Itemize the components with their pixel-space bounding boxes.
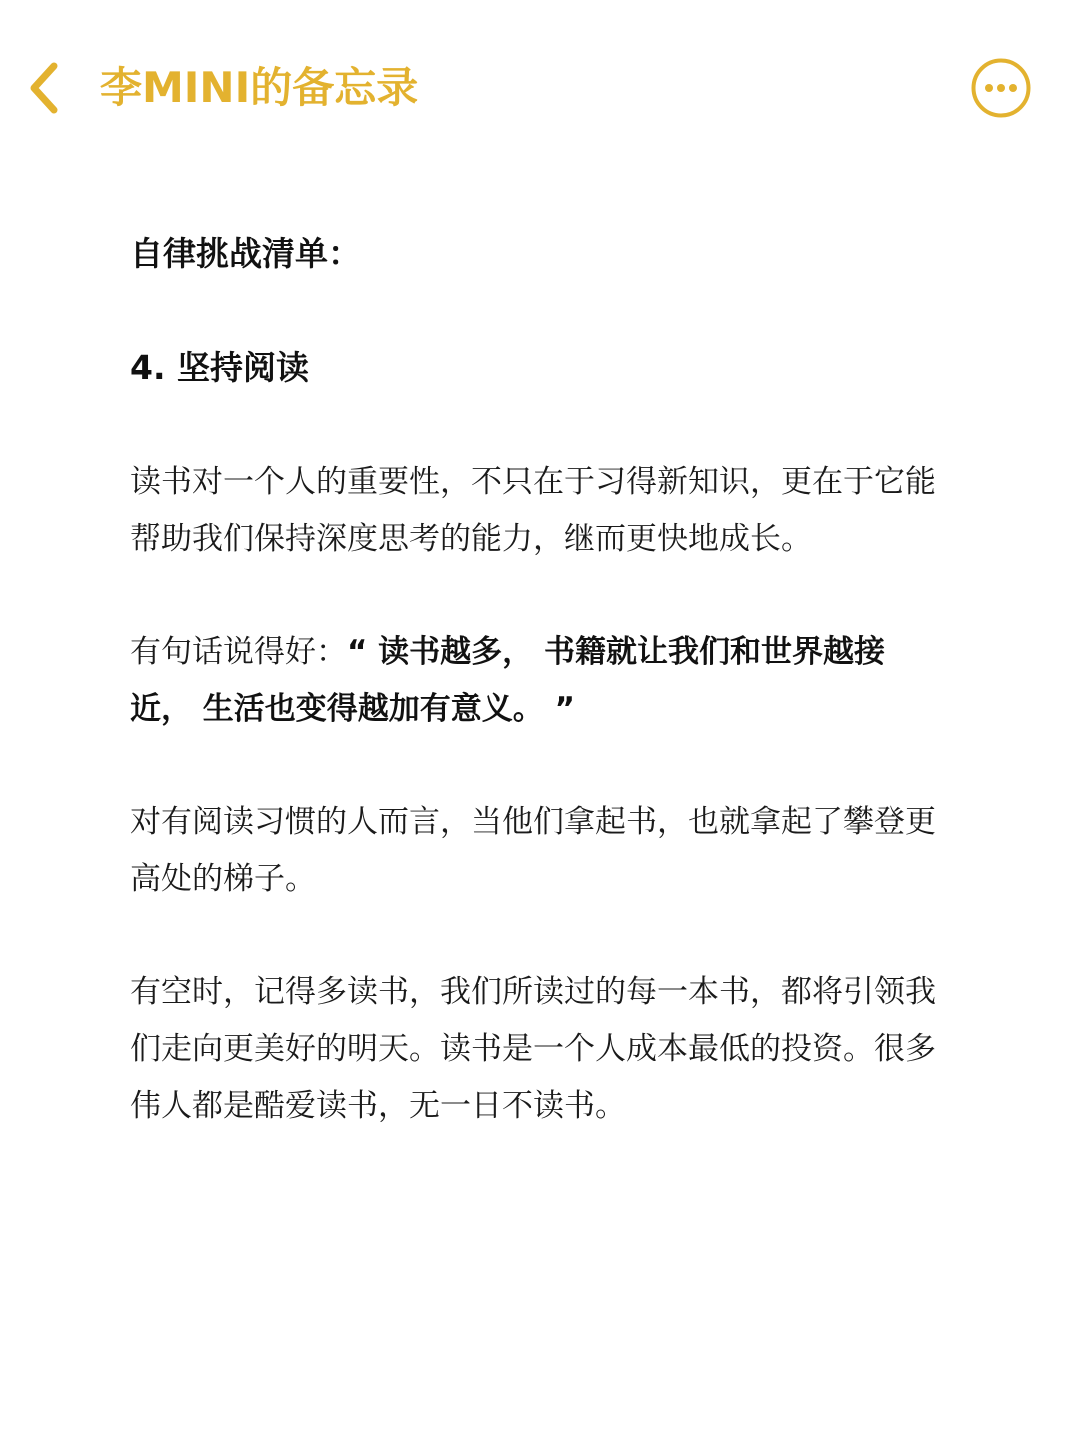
paragraph-line: 有空时，记得多读书，我们所读过的每一本书，都将引领我: [130, 974, 936, 1010]
page-title: 李MINI的备忘录: [100, 63, 419, 112]
back-button[interactable]: [16, 56, 72, 120]
paragraph-2: [130, 624, 990, 738]
paragraph-line: 对有阅读习惯的人而言，当他们拿起书，也就拿起了攀登更: [130, 804, 936, 840]
paragraph-line: 读书对一个人的重要性，不只在于习得新知识，更在于它能: [130, 464, 936, 500]
paragraph-1: [130, 454, 990, 568]
paragraph-4: [130, 964, 990, 1135]
quote-line-2: 近， 生活也变得越加有意义。 ”: [130, 691, 575, 727]
item-title: 4. 坚持阅读: [130, 348, 309, 387]
more-button[interactable]: [970, 57, 1032, 119]
header-bar: [0, 0, 1080, 170]
paragraph-line: 高处的梯子。: [130, 861, 316, 897]
paragraph-3: [130, 794, 990, 908]
quote-line-1: [130, 624, 990, 681]
paragraph-line: 帮助我们保持深度思考的能力，继而更快地成长。: [130, 521, 812, 557]
note-content[interactable]: [130, 226, 990, 1191]
paragraph-line: 们走向更美好的明天。读书是一个人成本最低的投资。很多: [130, 1031, 936, 1067]
paragraph-line: 伟人都是酷爱读书，无一日不读书。: [130, 1088, 626, 1124]
quote-lead: 有句话说得好：: [130, 634, 347, 670]
note-heading: 自律挑战清单：: [130, 234, 361, 273]
quote-text: “ 读书越多， 书籍就让我们和世界越接: [347, 634, 885, 670]
chevron-left-icon: [24, 58, 64, 118]
more-horizontal-circle-icon: [970, 57, 1032, 119]
